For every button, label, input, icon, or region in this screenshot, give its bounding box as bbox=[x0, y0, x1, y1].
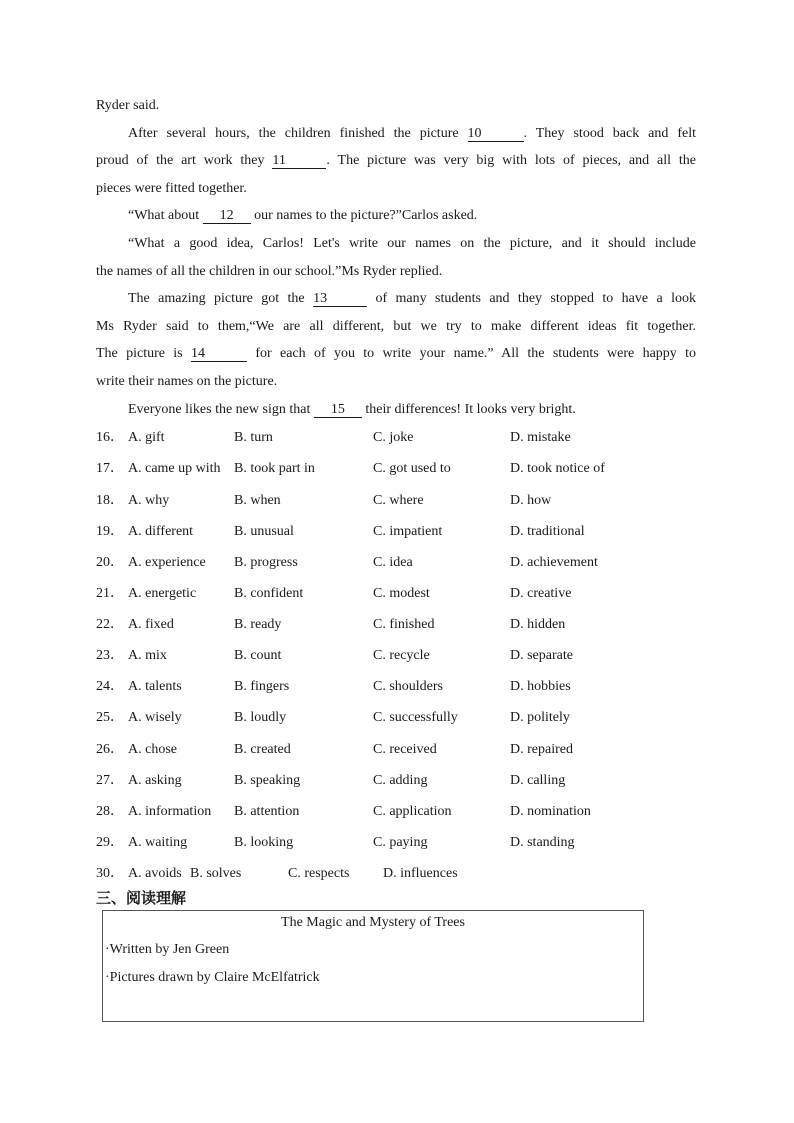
question-number: 25． bbox=[96, 710, 124, 725]
option-b: B. turn bbox=[234, 430, 273, 445]
option-c: C. respects bbox=[288, 866, 350, 881]
passage-line: pieces were fitted together. bbox=[96, 181, 247, 196]
passage-line: proud of the art work they 11 . The picture was very big with lots of pieces, and all the bbox=[96, 153, 696, 168]
question-row bbox=[96, 553, 716, 573]
passage-line: The picture is 14 for each of you to write your name.” All the students were happy to bbox=[96, 346, 697, 361]
option-b: B. when bbox=[234, 493, 281, 508]
option-b: B. attention bbox=[234, 804, 300, 819]
option-c: C. got used to bbox=[373, 461, 451, 476]
question-row bbox=[96, 584, 716, 604]
option-b: B. speaking bbox=[234, 773, 301, 788]
option-d: D. standing bbox=[510, 835, 575, 850]
book-author: ·Written by Jen Green bbox=[105, 942, 230, 957]
option-c: C. adding bbox=[373, 773, 428, 788]
option-a: A. information bbox=[128, 804, 212, 819]
question-row bbox=[96, 491, 716, 511]
option-c: C. idea bbox=[373, 555, 413, 570]
question-number: 22． bbox=[96, 617, 124, 632]
question-row bbox=[96, 864, 716, 884]
option-a: A. waiting bbox=[128, 835, 188, 850]
option-d: D. calling bbox=[510, 773, 566, 788]
option-a: A. talents bbox=[128, 679, 182, 694]
option-b: B. took part in bbox=[234, 461, 315, 476]
question-row bbox=[96, 522, 716, 542]
passage-line: Everyone likes the new sign that 15 their differences! It looks very bright. bbox=[128, 402, 576, 417]
question-number: 24． bbox=[96, 679, 124, 694]
option-c: C. finished bbox=[373, 617, 435, 632]
option-d: D. separate bbox=[510, 648, 573, 663]
blank-12: 12 bbox=[203, 208, 251, 224]
passage-line: “What about 12 our names to the picture?”Carlos asked. bbox=[128, 208, 478, 223]
option-d: D. creative bbox=[510, 586, 572, 601]
option-a: A. gift bbox=[128, 430, 165, 445]
option-a: A. why bbox=[128, 493, 170, 508]
option-a: A. came up with bbox=[128, 461, 221, 476]
option-b: B. progress bbox=[234, 555, 298, 570]
option-c: C. recycle bbox=[373, 648, 430, 663]
option-c: C. successfully bbox=[373, 710, 458, 725]
question-number: 28． bbox=[96, 804, 124, 819]
option-b: B. count bbox=[234, 648, 282, 663]
passage-line: Ryder said. bbox=[96, 98, 160, 113]
option-a: A. chose bbox=[128, 742, 177, 757]
option-b: B. looking bbox=[234, 835, 294, 850]
section-heading: 三、阅读理解 bbox=[96, 889, 187, 907]
option-b: B. fingers bbox=[234, 679, 290, 694]
question-number: 26． bbox=[96, 742, 124, 757]
option-d: D. achievement bbox=[510, 555, 598, 570]
option-c: C. paying bbox=[373, 835, 428, 850]
option-d: D. took notice of bbox=[510, 461, 605, 476]
book-illustrator: ·Pictures drawn by Claire McElfatrick bbox=[105, 970, 320, 985]
option-b: B. solves bbox=[190, 866, 242, 881]
option-a: A. energetic bbox=[128, 586, 197, 601]
option-d: D. politely bbox=[510, 710, 570, 725]
blank-10: 10 bbox=[468, 126, 524, 142]
question-row bbox=[96, 646, 716, 666]
option-d: D. repaired bbox=[510, 742, 573, 757]
question-row bbox=[96, 771, 716, 791]
option-b: B. confident bbox=[234, 586, 304, 601]
question-number: 18． bbox=[96, 493, 124, 508]
blank-11: 11 bbox=[272, 153, 326, 169]
option-c: C. received bbox=[373, 742, 437, 757]
option-a: A. experience bbox=[128, 555, 206, 570]
question-number: 17． bbox=[96, 461, 124, 476]
option-d: D. hobbies bbox=[510, 679, 571, 694]
reading-passage-box bbox=[102, 910, 644, 1022]
blank-15: 15 bbox=[314, 402, 362, 418]
option-d: D. mistake bbox=[510, 430, 571, 445]
question-row bbox=[96, 740, 716, 760]
question-row bbox=[96, 428, 716, 448]
option-a: A. wisely bbox=[128, 710, 182, 725]
option-c: C. modest bbox=[373, 586, 430, 601]
option-a: A. asking bbox=[128, 773, 182, 788]
question-number: 21． bbox=[96, 586, 124, 601]
option-b: B. unusual bbox=[234, 524, 294, 539]
question-number: 20． bbox=[96, 555, 124, 570]
option-b: B. loudly bbox=[234, 710, 287, 725]
option-c: C. shoulders bbox=[373, 679, 443, 694]
option-b: B. created bbox=[234, 742, 291, 757]
passage-line: the names of all the children in our school.”Ms Ryder replied. bbox=[96, 264, 443, 279]
option-d: D. how bbox=[510, 493, 552, 508]
option-d: D. nomination bbox=[510, 804, 591, 819]
option-b: B. ready bbox=[234, 617, 282, 632]
question-row bbox=[96, 615, 716, 635]
question-number: 23． bbox=[96, 648, 124, 663]
question-number: 29． bbox=[96, 835, 124, 850]
option-a: A. mix bbox=[128, 648, 167, 663]
option-c: C. impatient bbox=[373, 524, 443, 539]
blank-13: 13 bbox=[313, 291, 367, 307]
question-number: 30． bbox=[96, 866, 124, 881]
option-d: D. traditional bbox=[510, 524, 585, 539]
question-number: 16． bbox=[96, 430, 124, 445]
question-row bbox=[96, 677, 716, 697]
option-c: C. joke bbox=[373, 430, 414, 445]
question-row bbox=[96, 708, 716, 728]
option-a: A. avoids bbox=[128, 866, 182, 881]
blank-14: 14 bbox=[191, 346, 247, 362]
question-number: 27． bbox=[96, 773, 124, 788]
option-a: A. different bbox=[128, 524, 194, 539]
passage-line: write their names on the picture. bbox=[96, 374, 278, 389]
passage-line: After several hours, the children finished the picture 10 . They stood back and felt bbox=[128, 126, 697, 141]
passage-line: Ms Ryder said to them,“We are all different, but we try to make different ideas fit together. bbox=[96, 319, 696, 334]
passage-line: The amazing picture got the 13 of many students and they stopped to have a look bbox=[128, 291, 697, 306]
option-c: C. application bbox=[373, 804, 452, 819]
option-c: C. where bbox=[373, 493, 424, 508]
option-d: D. hidden bbox=[510, 617, 566, 632]
passage-line: “What a good idea, Carlos! Let's write our names on the picture, and it should include bbox=[128, 236, 696, 251]
question-row bbox=[96, 802, 716, 822]
question-row bbox=[96, 459, 716, 479]
question-number: 19． bbox=[96, 524, 124, 539]
option-a: A. fixed bbox=[128, 617, 174, 632]
question-row bbox=[96, 833, 716, 853]
book-title: The Magic and Mystery of Trees bbox=[281, 915, 465, 930]
option-d: D. influences bbox=[383, 866, 458, 881]
